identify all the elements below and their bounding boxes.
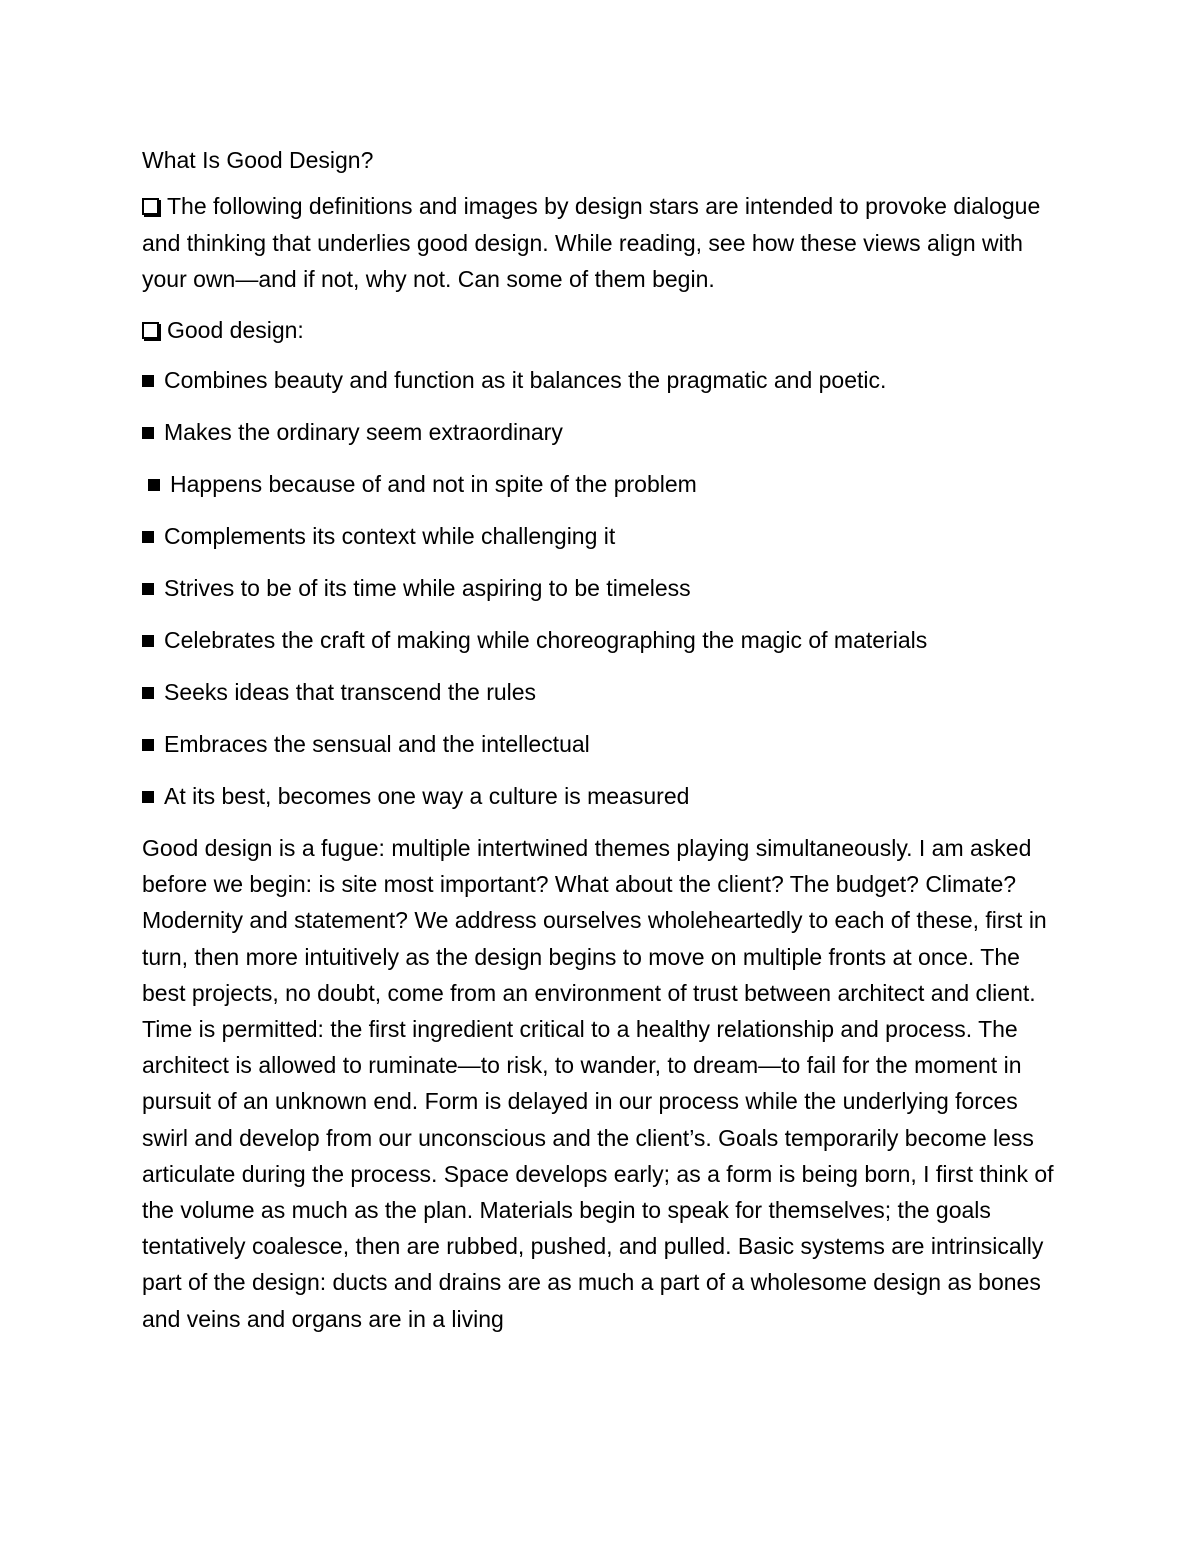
list-item bbox=[142, 570, 1062, 606]
list-item bbox=[142, 362, 1062, 398]
square-bullet-icon bbox=[142, 635, 154, 647]
list-item-text: Complements its context while challenging it bbox=[164, 523, 616, 549]
list-item bbox=[142, 726, 1062, 762]
square-bullet-icon bbox=[142, 531, 154, 543]
square-bullet-icon bbox=[142, 427, 154, 439]
list-item bbox=[142, 674, 1062, 710]
square-bullet-icon bbox=[148, 479, 160, 491]
checkbox-icon bbox=[142, 198, 159, 215]
body-paragraph: Good design is a fugue: multiple intertwined themes playing simultaneously. I am asked before we begin: is site most important? What about the client? The budget? Climate? Modernity and statement? We address ourselves wholeheartedly to each of these, first in turn, then more intuitively as the design begins to move on multiple fronts at once. The best projects, no doubt, come from an environment of trust between architect and client. Time is permitted: the first ingredient critical to a healthy relationship and process. The architect is allowed to ruminate—to risk, to wander, to dream—to fail for the moment in pursuit of an unknown end. Form is delayed in our process while the underlying forces swirl and develop from our unconscious and the client’s. Goals temporarily become less articulate during the process. Space develops early; as a form is being born, I first think of the volume as much as the plan. Materials begin to speak for themselves; the goals tentatively coalesce, then are rubbed, pushed, and pulled. Basic systems are intrinsically part of the design: ducts and drains are as much a part of a wholesome design as bones and veins and organs are in a living bbox=[142, 835, 1054, 1332]
good-design-list bbox=[142, 362, 1062, 814]
list-item-text: Seeks ideas that transcend the rules bbox=[164, 679, 537, 705]
list-item-text: At its best, becomes one way a culture is measured bbox=[164, 783, 690, 809]
list-item-text: Happens because of and not in spite of the problem bbox=[170, 471, 697, 497]
list-item-text: Makes the ordinary seem extraordinary bbox=[164, 419, 563, 445]
checkbox-icon bbox=[142, 322, 159, 339]
square-bullet-icon bbox=[142, 739, 154, 751]
list-item bbox=[142, 414, 1062, 450]
square-bullet-icon bbox=[142, 375, 154, 387]
list-item bbox=[142, 466, 1062, 502]
list-item bbox=[142, 778, 1062, 814]
page-title: What Is Good Design? bbox=[142, 147, 374, 173]
list-heading bbox=[142, 312, 1062, 349]
list-item bbox=[142, 622, 1062, 658]
intro-text: The following definitions and images by design stars are intended to provoke dialogue and thinking that underlies good design. While reading, see how these views align with your own—and if not, why not. Can some of them begin. bbox=[142, 193, 1041, 292]
document-page bbox=[142, 142, 1062, 1337]
list-item-text: Celebrates the craft of making while choreographing the magic of materials bbox=[164, 627, 928, 653]
intro-paragraph bbox=[142, 188, 1062, 298]
list-item-text: Combines beauty and function as it balances the pragmatic and poetic. bbox=[164, 367, 887, 393]
list-item-text: Strives to be of its time while aspiring to be timeless bbox=[164, 575, 691, 601]
square-bullet-icon bbox=[142, 583, 154, 595]
square-bullet-icon bbox=[142, 791, 154, 803]
list-item bbox=[142, 518, 1062, 554]
list-heading-text: Good design: bbox=[167, 316, 304, 343]
list-item-text: Embraces the sensual and the intellectual bbox=[164, 731, 590, 757]
square-bullet-icon bbox=[142, 687, 154, 699]
